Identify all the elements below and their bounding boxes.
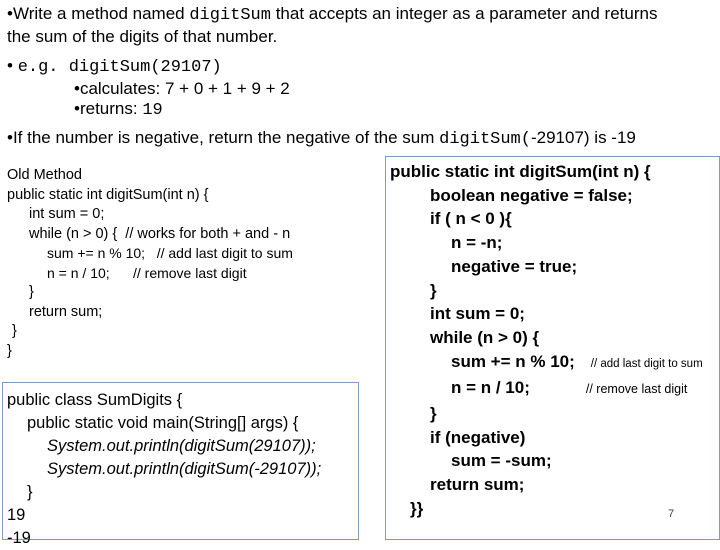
- bullet-write-method-line2: the sum of the digits of that number.: [7, 27, 278, 46]
- old-method-line: }: [7, 342, 12, 359]
- new-method-line: }: [430, 404, 437, 424]
- new-method-line: while (n > 0) {: [430, 327, 540, 347]
- output-line: -19: [7, 529, 31, 547]
- new-method-line: return sum;: [430, 475, 525, 495]
- old-method-line: public static int digitSum(int n) {: [7, 186, 209, 203]
- new-method-code-part: n = n / 10;: [451, 378, 530, 398]
- new-method-code-part: sum += n % 10;: [451, 351, 575, 371]
- new-method-signature: public static int digitSum(int n) {: [390, 162, 651, 181]
- example-returns: •returns: 19: [74, 99, 163, 120]
- new-method-comment: // remove last digit: [585, 382, 688, 397]
- sumdigits-class-code: [7, 389, 321, 550]
- main-line: System.out.println(digitSum(-29107));: [47, 460, 322, 478]
- bullet-example: • e.g. digitSum(29107): [7, 56, 222, 77]
- new-method-code: [390, 160, 703, 521]
- old-method-block: [7, 166, 293, 361]
- new-method-line: negative = true;: [451, 256, 578, 276]
- new-method-line: n = -n;: [451, 233, 503, 253]
- new-method-line: sum = -sum;: [451, 451, 552, 471]
- main-line: public static void main(String[] args) {: [27, 414, 299, 432]
- example-calculates: •calculates: 7 + 0 + 1 + 9 + 2: [74, 79, 290, 98]
- bullet-write-method: •Write a method named digitSum that accepts an integer as a parameter and returns: [7, 4, 658, 25]
- old-method-line: sum += n % 10; // add last digit to sum: [47, 245, 293, 261]
- new-method-line: int sum = 0;: [430, 304, 525, 324]
- bullet-negative-rule: •If the number is negative, return the negative of the sum digitSum(-29107) is -19: [7, 128, 636, 149]
- new-method-comment: // add last digit to sum: [590, 357, 703, 370]
- old-method-line: int sum = 0;: [29, 206, 105, 222]
- new-method-line: [390, 376, 703, 402]
- main-line: public class SumDigits {: [7, 391, 183, 409]
- new-method-line: }}: [410, 498, 424, 518]
- new-method-line: }: [430, 280, 437, 300]
- old-method-title: Old Method: [7, 167, 82, 183]
- main-line: }: [27, 483, 33, 501]
- page-number: 7: [668, 508, 675, 520]
- old-method-line: return sum;: [29, 303, 103, 320]
- output-line: 19: [7, 506, 26, 524]
- new-method-line: [390, 350, 703, 377]
- new-method-line: boolean negative = false;: [430, 185, 633, 205]
- old-method-line: while (n > 0) { // works for both + and - n: [29, 225, 291, 242]
- old-method-line: }: [29, 284, 34, 300]
- old-method-line: n = n / 10; // remove last digit: [47, 264, 247, 281]
- new-method-line: if ( n < 0 ){: [430, 209, 512, 229]
- old-method-line: }: [12, 323, 17, 339]
- main-line: System.out.println(digitSum(29107));: [47, 437, 316, 455]
- new-method-line: if (negative): [430, 427, 526, 447]
